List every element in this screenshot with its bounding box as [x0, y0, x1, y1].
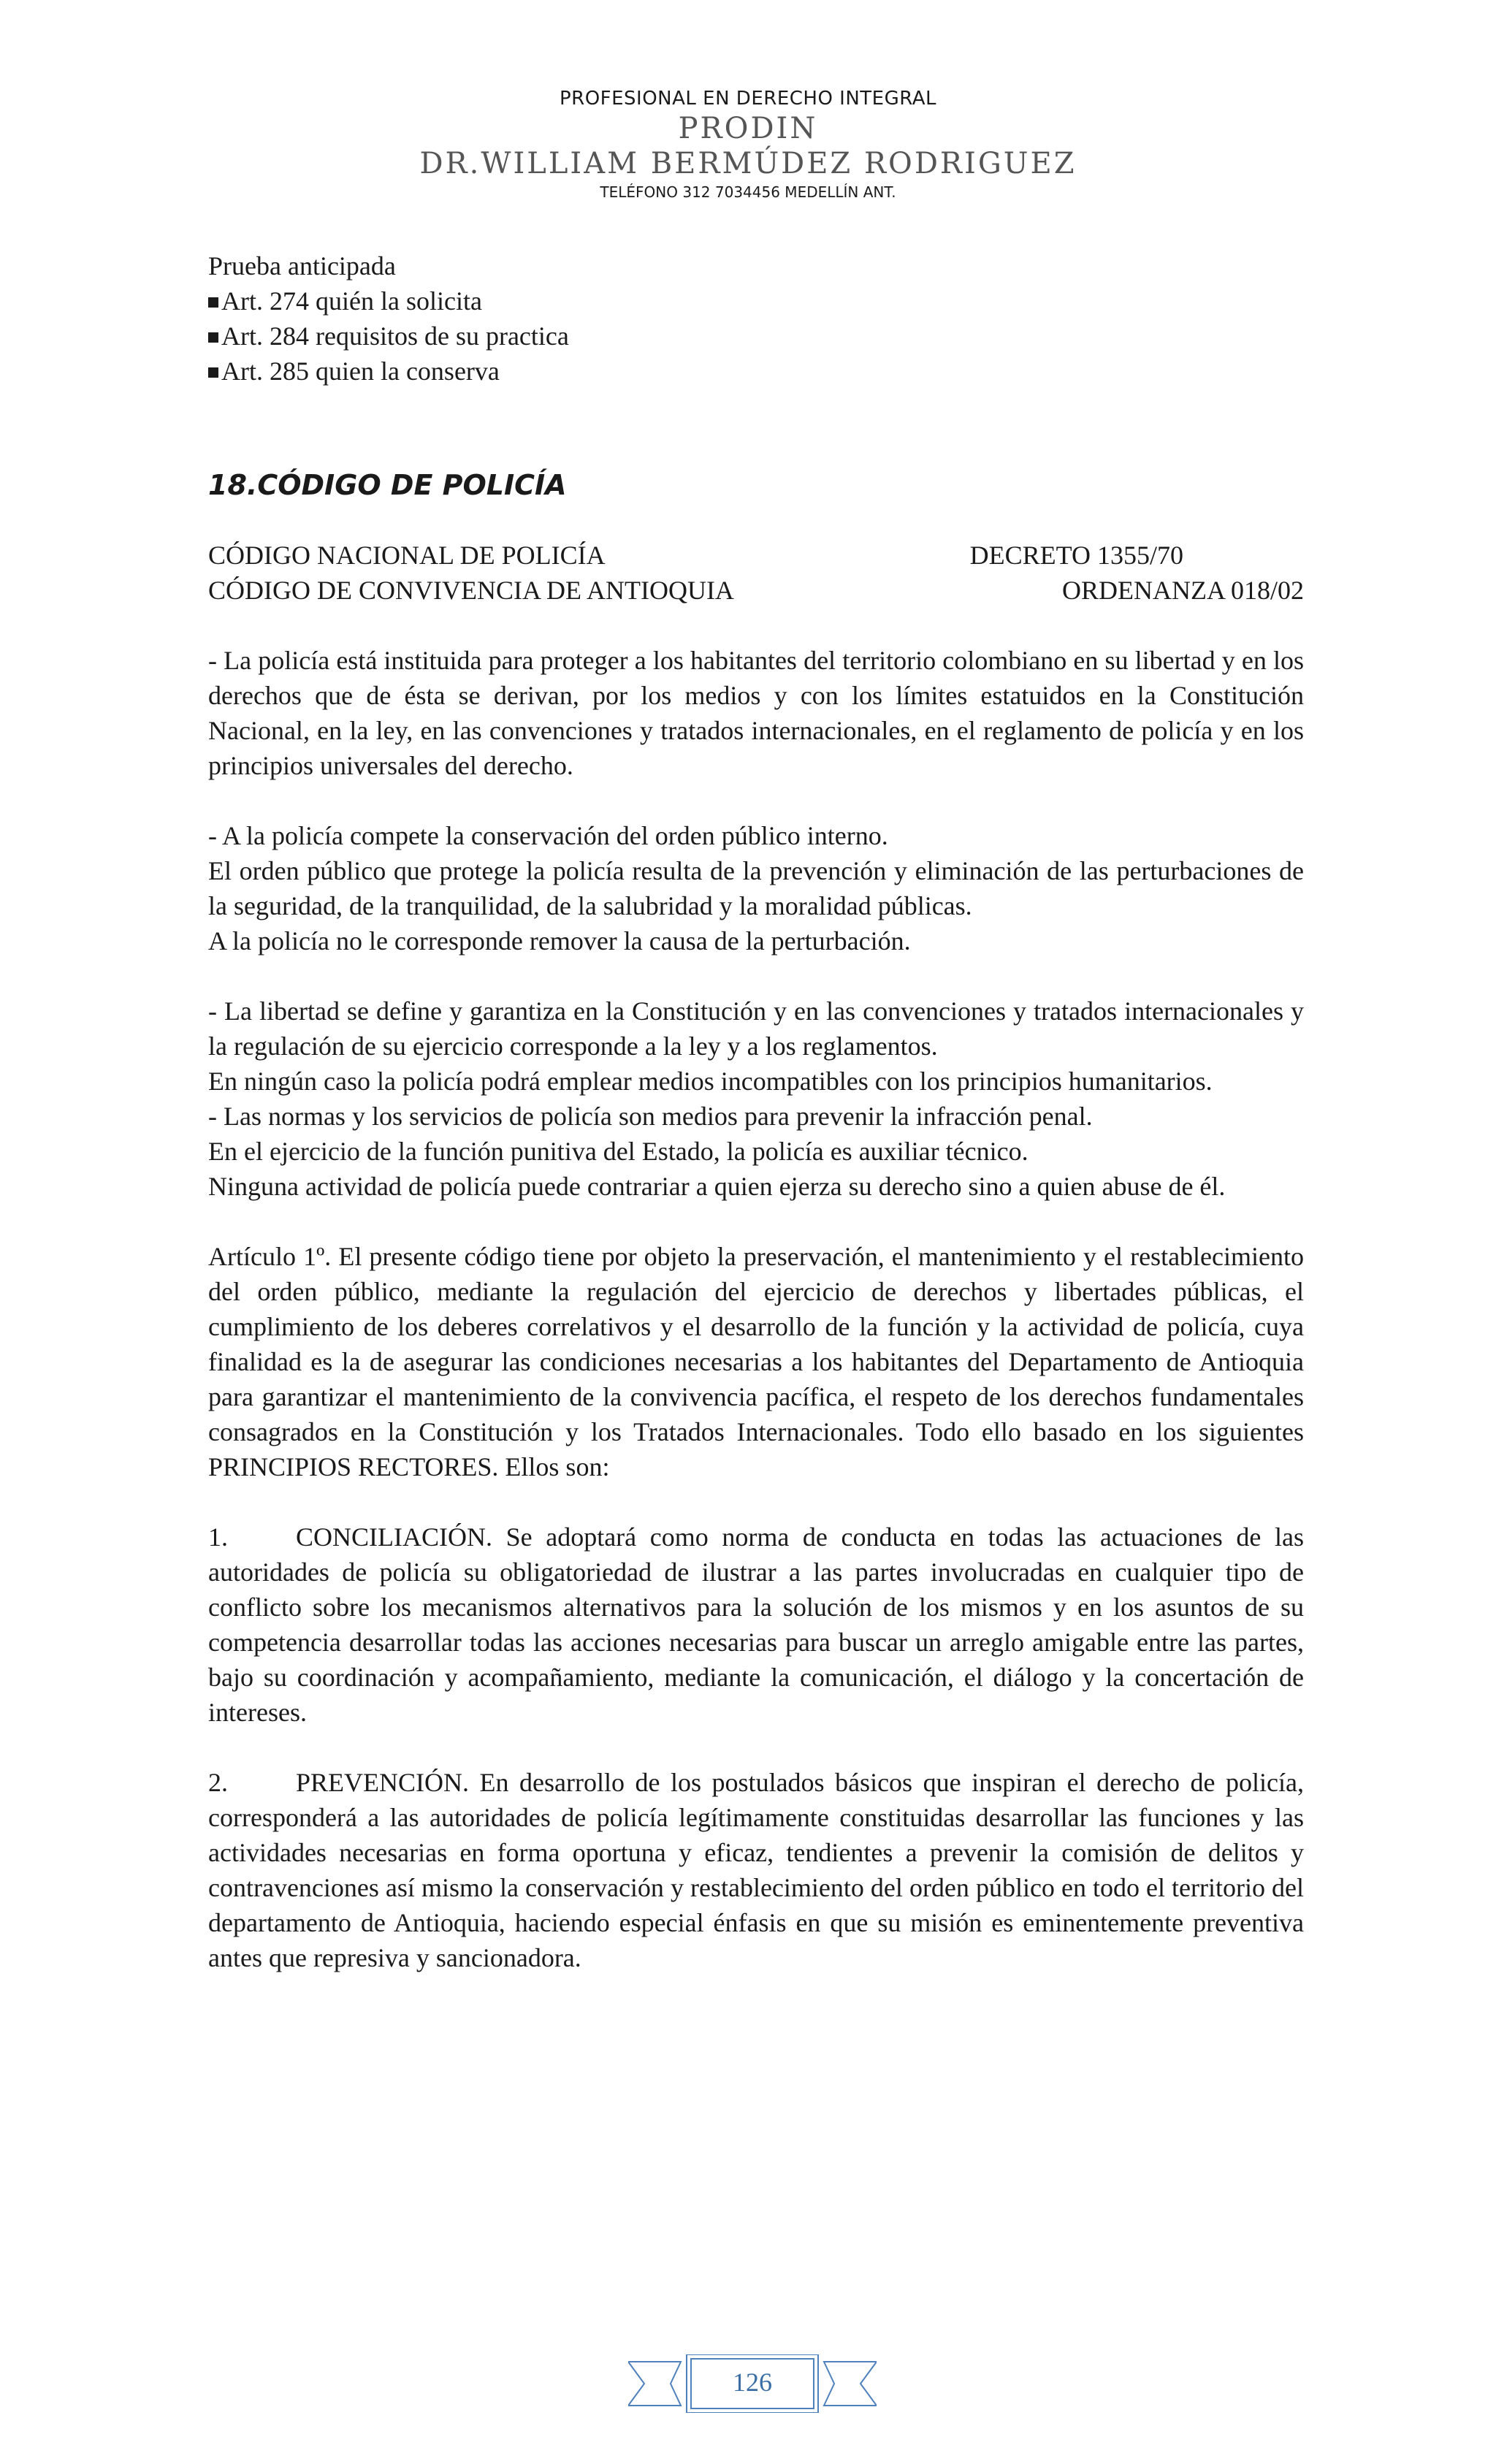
list-item [208, 283, 1304, 319]
code-ref: DECRETO 1355/70 [969, 541, 1183, 570]
list-item-text: Art. 274 quién la solicita [221, 286, 482, 316]
header-profession: PROFESIONAL EN DERECHO INTEGRAL [559, 88, 937, 110]
code-name: CÓDIGO DE CONVIVENCIA DE ANTIOQUIA [208, 576, 734, 605]
codes-block [208, 538, 1304, 608]
square-bullet-icon [208, 332, 218, 343]
paragraph: Ninguna actividad de policía puede contrariar a quien ejerza su derecho sino a quien abuse de él. [208, 1172, 1226, 1201]
intro-title: Prueba anticipada [208, 251, 396, 281]
list-item [208, 354, 1304, 389]
paragraph: En el ejercicio de la función punitiva del Estado, la policía es auxiliar técnico. [208, 1137, 1028, 1166]
paragraph: - Las normas y los servicios de policía son medios para prevenir la infracción penal. [208, 1102, 1093, 1131]
square-bullet-icon [208, 297, 218, 308]
header-phone: TELÉFONO 312 7034456 MEDELLÍN ANT. [600, 183, 896, 201]
paragraph: - A la policía compete la conservación del orden público interno. [208, 821, 888, 850]
principle-item [208, 1765, 1304, 1975]
header-name: DR.WILLIAM BERMÚDEZ RODRIGUEZ [419, 147, 1077, 180]
section-title: 18.CÓDIGO DE POLICÍA [208, 469, 567, 501]
principle-text: PREVENCIÓN. En desarrollo de los postulados básicos que inspiran el derecho de policía, corresponderá a las autoridades de policía legítimamente constituidas desarrollar las funciones y las actividades necesarias en forma oportuna y eficaz, tendientes a prevenir la comisión de delitos y contravenciones así mismo la conservación y restablecimiento del orden público en todo el territorio del departamento de Antioquia, haciendo especial énfasis en que su misión es eminentemente preventiva antes que represiva y sancionadora. [208, 1768, 1304, 1972]
list-item-text: Art. 285 quien la conserva [221, 356, 500, 386]
page-header [0, 86, 1496, 203]
square-bullet-icon [208, 367, 218, 378]
list-item [208, 319, 1304, 354]
paragraph: El orden público que protege la policía resulta de la prevención y eliminación de las perturbaciones de la seguridad, de la tranquilidad, de la salubridad y la moralidad públicas. [208, 856, 1304, 920]
header-brand: PRODIN [678, 112, 818, 145]
article-paragraph: Artículo 1º. El presente código tiene por objeto la preservación, el mantenimiento y el restablecimiento del orden público, mediante la regulación del ejercicio de derechos y libertades públicas, el cumplimiento de los deberes correlativos y el desarrollo de la función y la actividad de policía, cuya finalidad es la de asegurar las condiciones necesarias a los habitantes del Departamento de Antioquia para garantizar el mantenimiento de la convivencia pacífica, el respeto de los derechos fundamentales consagrados en la Constitución y los Tratados Internacionales. Todo ello basado en los siguientes PRINCIPIOS RECTORES. Ellos son: [208, 1242, 1304, 1481]
page-footer [628, 2354, 877, 2413]
code-row [208, 573, 1304, 608]
principle-number: 1. [208, 1522, 228, 1552]
paragraph: En ningún caso la policía podrá emplear medios incompatibles con los principios humanitarios. [208, 1067, 1213, 1096]
code-ref: ORDENANZA 018/02 [1062, 576, 1304, 605]
principle-number: 2. [208, 1768, 228, 1797]
paragraph: - La policía está instituida para proteger a los habitantes del territorio colombiano en su libertad y en los derechos que de ésta se derivan, por los medios y con los límites estatuidos en la Constitución Nacional, en la ley, en las convenciones y tratados internacionales, en el reglamento de policía y en los principios universales del derecho. [208, 646, 1304, 780]
paragraph: A la policía no le corresponde remover la causa de la perturbación. [208, 926, 911, 956]
principle-text: CONCILIACIÓN. Se adoptará como norma de conducta en todas las actuaciones de las autoridades de policía su obligatoriedad de ilustrar a las partes involucradas en cualquier tipo de conflicto sobre los mecanismos alternativos para la solución de los mismos y en los asuntos de su competencia desarrollar todas las acciones necesarias para buscar un arreglo amigable entre las partes, bajo su coordinación y acompañamiento, mediante la comunicación, el diálogo y la concertación de intereses. [208, 1522, 1304, 1727]
code-name: CÓDIGO NACIONAL DE POLICÍA [208, 541, 606, 570]
list-item-text: Art. 284 requisitos de su practica [221, 321, 569, 351]
page-number: 126 [733, 2368, 772, 2397]
page-content [208, 248, 1304, 1975]
code-row [208, 538, 1304, 573]
paragraph: - La libertad se define y garantiza en la Constitución y en las convenciones y tratados internacionales y la regulación de su ejercicio corresponde a la ley y a los reglamentos. [208, 996, 1304, 1061]
principle-item [208, 1519, 1304, 1730]
